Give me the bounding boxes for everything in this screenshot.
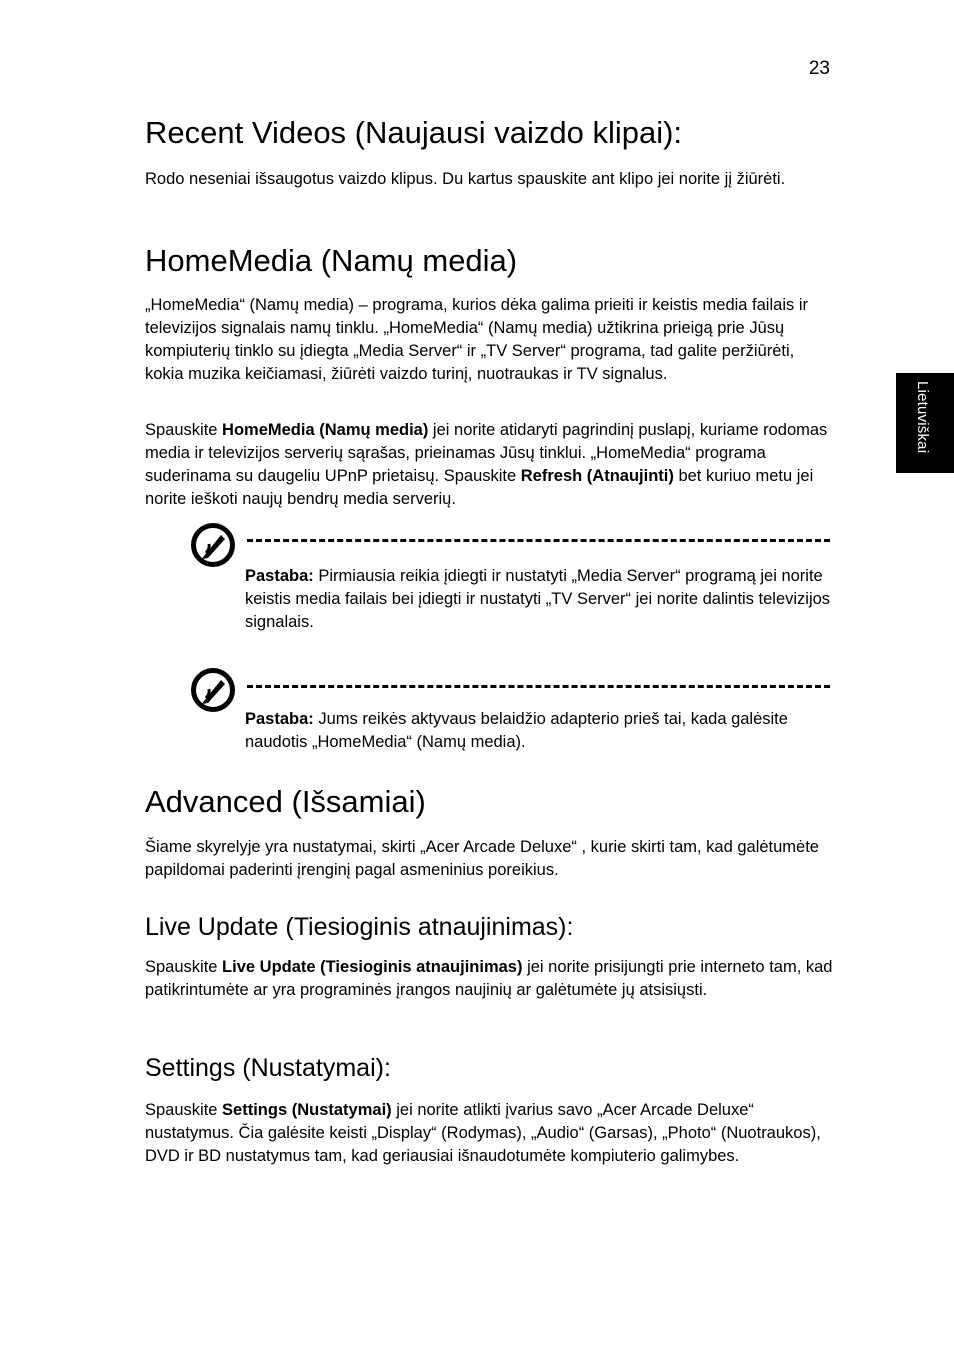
advanced-heading: Advanced (Išsamiai) (145, 784, 426, 819)
homemedia-p2-bold-refresh: Refresh (Atnaujinti) (520, 467, 674, 485)
settings-text-c: jei norite atlikti įvarius savo „Acer Arcade Deluxe“ nustatymus. Čia galėsite keisti „Display“ (Rodymas), „Audio“ (Garsas), „Photo“ (Nuotraukos), DVD ir BD nustatymus tam, kad geriausiai išnaudotumėte kompiuterio galimybes. (145, 1101, 821, 1165)
settings-body (145, 1099, 835, 1168)
homemedia-p2-text-e: bet kuriuo metu jei norite ieškoti naujų bendrų media serverių. (145, 467, 814, 508)
homemedia-p2-bold-homemedia: HomeMedia (Namų media) (222, 421, 429, 439)
settings-heading: Settings (Nustatymai): (145, 1054, 391, 1082)
live-update-text-c: jei norite prisijungti prie interneto tam, kad patikrintumėte ar yra programinės įrangos naujinių ar galėtumėte jų atsisiųsti. (145, 958, 833, 999)
note-divider (247, 539, 830, 542)
note-divider (247, 685, 830, 688)
homemedia-p2-text-a: Spauskite (145, 421, 223, 439)
recent-videos-heading: Recent Videos (Naujausi vaizdo klipai): (145, 115, 683, 150)
note-1-text (245, 565, 835, 634)
live-update-body (145, 956, 835, 1002)
page-number: 23 (808, 58, 830, 79)
settings-text-a: Spauskite (145, 1101, 223, 1119)
note-1-body: Pirmiausia reikia įdiegti ir nustatyti „Media Server“ programą jei norite keistis media failais bei įdiegti ir nustatyti „TV Server“ jei norite dalintis televizijos signalais. (245, 567, 831, 631)
note-2-text (245, 708, 815, 754)
live-update-heading: Live Update (Tiesioginis atnaujinimas): (145, 913, 574, 941)
language-tab (896, 373, 954, 473)
homemedia-paragraph-2 (145, 419, 835, 511)
advanced-body: Šiame skyrelyje yra nustatymai, skirti „Acer Arcade Deluxe“ , kurie skirti tam, kad galėtumėte papildomai paderinti įrenginį pagal asmeninius poreikius. (145, 838, 819, 879)
note-pen-icon (189, 666, 237, 714)
live-update-bold: Live Update (Tiesioginis atnaujinimas) (222, 958, 523, 976)
homemedia-p2-text-c: jei norite atidaryti pagrindinį puslapį, kuriame rodomas media ir televizijos serverių sąrašas, prieinamas Jūsų tinklui. „HomeMedia“ programa suderinama su daugeliu UPnP prietaisų. Spauskite (145, 421, 828, 485)
recent-videos-body: Rodo neseniai išsaugotus vaizdo klipus. Du kartus spauskite ant klipo jei norite jį žiūrėti. (145, 170, 786, 188)
note-2-label: Pastaba: (245, 710, 314, 728)
note-pen-icon (189, 521, 237, 569)
live-update-text-a: Spauskite (145, 958, 223, 976)
homemedia-heading: HomeMedia (Namų media) (145, 243, 518, 278)
settings-bold: Settings (Nustatymai) (222, 1101, 392, 1119)
note-2-body: Jums reikės aktyvaus belaidžio adapterio prieš tai, kada galėsite naudotis „HomeMedia“ (Namų media). (245, 710, 788, 751)
note-1-label: Pastaba: (245, 567, 314, 585)
homemedia-paragraph-1: „HomeMedia“ (Namų media) – programa, kurios dėka galima prieiti ir keistis media failais ir televizijos signalais namų tinklu. „HomeMedia“ (Namų media) užtikrina prieigą prie Jūsų kompiuterių tinklo su įdiegta „Media Server“ ir „TV Server“ programa, tad galite peržiūrėti, kokia muzika keičiamasi, žiūrėti vaizdo turinį, nuotraukas ir TV signalus. (145, 296, 808, 383)
language-tab-label: Lietuviškai (914, 381, 931, 454)
